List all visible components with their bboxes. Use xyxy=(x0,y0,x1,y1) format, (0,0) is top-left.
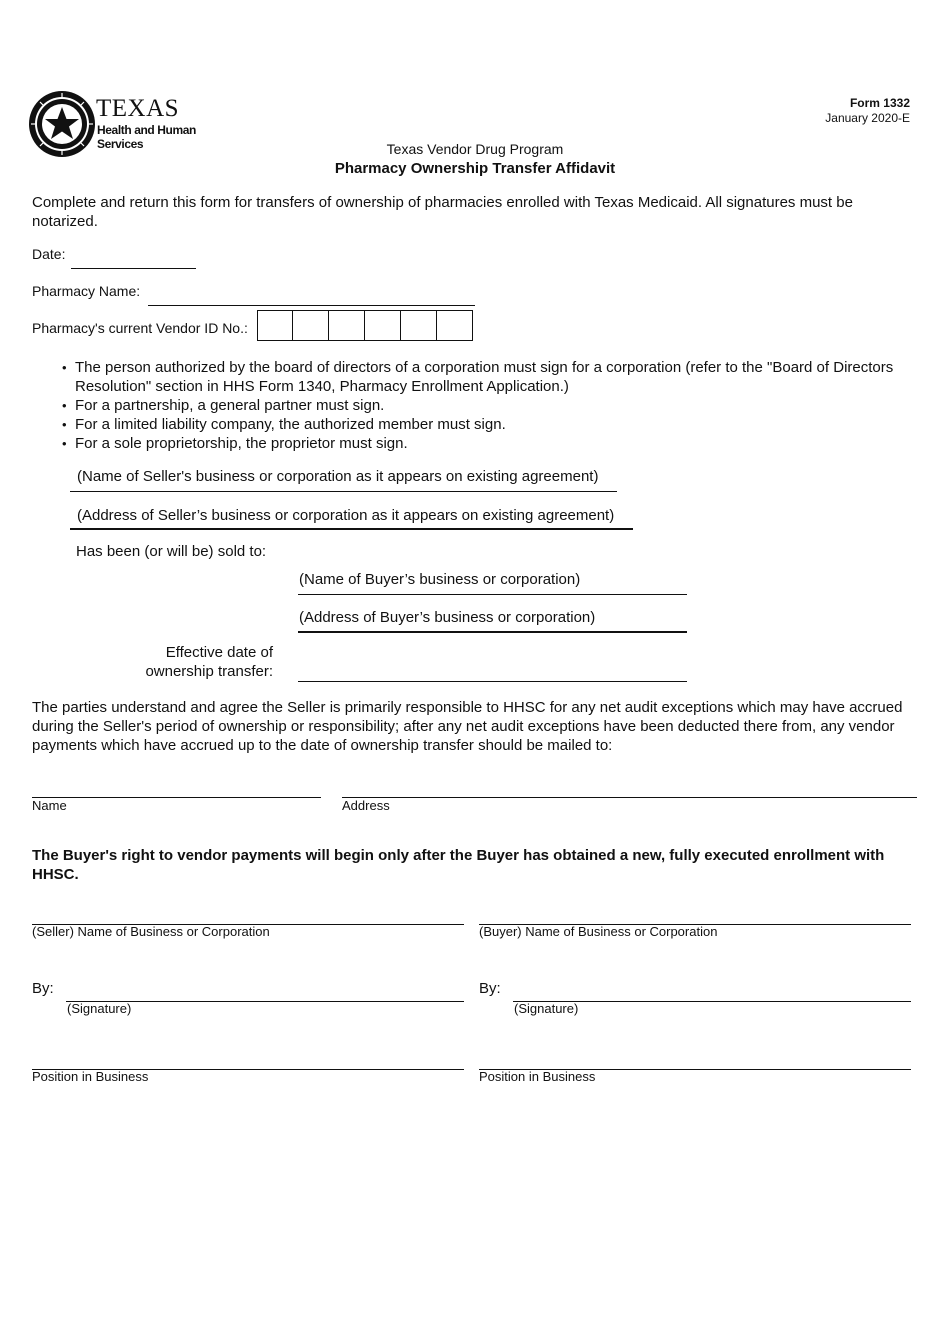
sold-to-label: Has been (or will be) sold to: xyxy=(76,543,267,560)
mailing-address-line[interactable] xyxy=(342,797,917,798)
vendor-id-box-3[interactable] xyxy=(329,310,365,341)
seller-signature-caption: (Signature) xyxy=(67,1001,132,1016)
vendor-id-box-2[interactable] xyxy=(293,310,329,341)
agreement-text: The parties understand and agree the Seller is primarily responsible to HHSC for any net audit exceptions which may have accrued during the Seller's period of ownership or responsibility; after any net audit exceptions have been deducted there from, any vendor payments which have accrued up to the date of ownership transfer should be mailed to: xyxy=(32,699,903,754)
buyer-by-label: By: xyxy=(479,980,501,997)
vendor-id-box-4[interactable] xyxy=(365,310,401,341)
logo-brand: TEXAS xyxy=(96,95,180,122)
mailing-address-label: Address xyxy=(342,798,390,813)
buyer-name-caption: (Name of Buyer’s business or corporation) xyxy=(299,571,581,588)
seller-name-caption: (Name of Seller's business or corporation as it appears on existing agreement) xyxy=(77,468,599,485)
seller-address-caption: (Address of Seller’s business or corporation as it appears on existing agreement) xyxy=(77,507,615,524)
effective-date-label-1: Effective date of xyxy=(165,644,273,661)
vendor-id-box-1[interactable] xyxy=(257,310,293,341)
pharmacy-name-label: Pharmacy Name: xyxy=(32,283,141,299)
buyer-address-line[interactable] xyxy=(298,631,687,633)
list-item: • For a sole proprietorship, the proprietor must sign. xyxy=(75,434,905,453)
page-title: Pharmacy Ownership Transfer Affidavit xyxy=(334,160,616,177)
seller-business-caption: (Seller) Name of Business or Corporation xyxy=(32,924,270,939)
vendor-id-label: Pharmacy's current Vendor ID No.: xyxy=(32,320,248,336)
list-item: • For a partnership, a general partner must sign. xyxy=(75,396,905,415)
buyer-signature-caption: (Signature) xyxy=(514,1001,579,1016)
effective-date-label-2: ownership transfer: xyxy=(145,663,273,680)
form-revision: January 2020-E xyxy=(825,111,910,125)
buyer-business-caption: (Buyer) Name of Business or Corporation xyxy=(479,924,718,939)
program-name: Texas Vendor Drug Program xyxy=(386,141,564,157)
date-label: Date: xyxy=(32,246,66,262)
intro-text: Complete and return this form for transfers of ownership of pharmacies enrolled with Texas Medicaid. All signatures must be notarized. xyxy=(32,194,853,230)
mailing-name-line[interactable] xyxy=(32,797,321,798)
logo-line-1: Health and Human xyxy=(97,123,196,137)
pharmacy-name-field[interactable] xyxy=(148,287,475,306)
seller-name-line[interactable] xyxy=(70,491,617,492)
vendor-id-box-6[interactable] xyxy=(437,310,473,341)
buyer-position-caption: Position in Business xyxy=(479,1069,596,1084)
effective-date-line[interactable] xyxy=(298,681,687,682)
seller-position-caption: Position in Business xyxy=(32,1069,149,1084)
seller-by-label: By: xyxy=(32,980,54,997)
logo-line-2: Services xyxy=(97,137,144,151)
list-item: • The person authorized by the board of directors of a corporation must sign for a corporation (refer to the "Board of Directors Resolution" section in HHS Form 1340, Pharmacy Enrollment Application.) xyxy=(75,358,905,396)
buyer-address-caption: (Address of Buyer’s business or corporation) xyxy=(299,609,596,626)
vendor-id-box-5[interactable] xyxy=(401,310,437,341)
date-field[interactable] xyxy=(71,250,196,269)
seller-address-line[interactable] xyxy=(70,528,633,530)
buyer-name-line[interactable] xyxy=(298,594,687,595)
list-item: • For a limited liability company, the authorized member must sign. xyxy=(75,415,905,434)
form-number: Form 1332 xyxy=(849,96,910,110)
buyer-notice: The Buyer's right to vendor payments will begin only after the Buyer has obtained a new, fully executed enrollment with HHSC. xyxy=(32,847,885,883)
mailing-name-label: Name xyxy=(32,798,67,813)
signer-requirements-list xyxy=(62,358,905,453)
